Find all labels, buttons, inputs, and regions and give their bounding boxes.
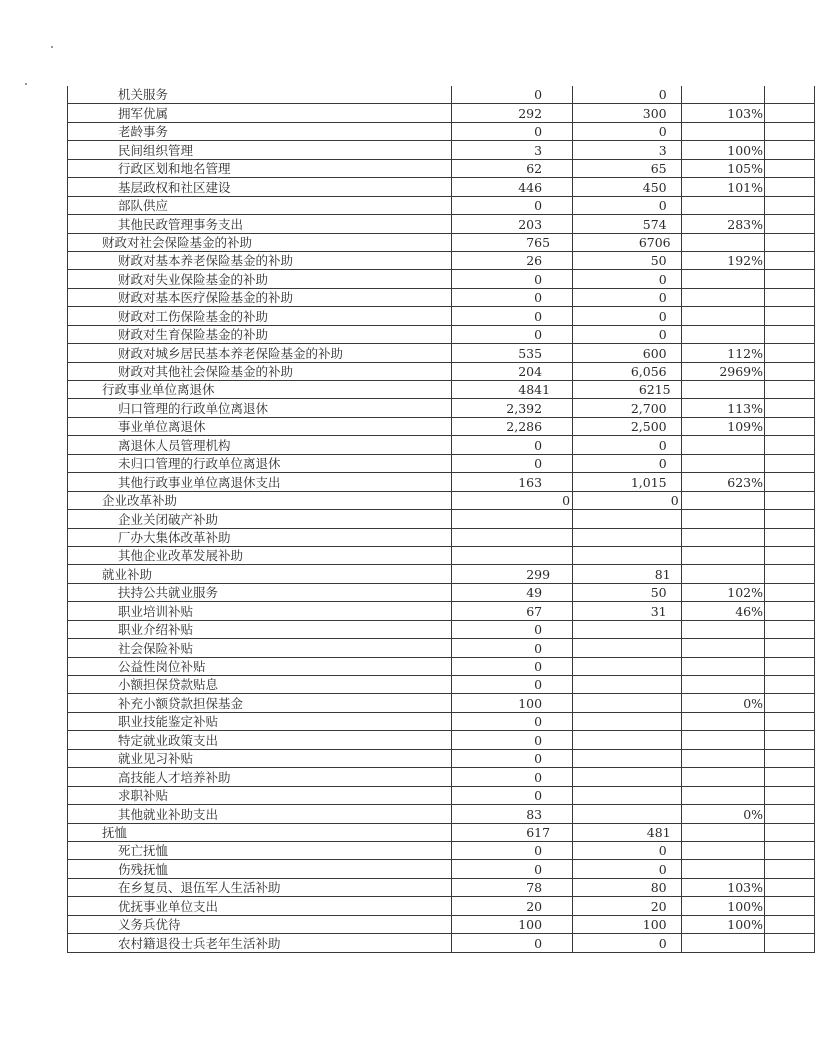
scan-speck — [51, 46, 53, 48]
value-blank — [765, 178, 815, 196]
value-blank — [765, 657, 815, 675]
value-current: 6215 — [573, 381, 682, 399]
item-name: 拥军优属 — [68, 104, 452, 122]
value-percent — [681, 823, 764, 841]
value-current: 0 — [573, 270, 682, 288]
table-row — [68, 454, 815, 472]
value-prior: 0 — [452, 768, 573, 786]
value-blank — [765, 694, 815, 712]
value-blank — [765, 510, 815, 528]
item-name: 部队供应 — [68, 196, 452, 214]
value-current: 20 — [573, 897, 682, 915]
table-row — [68, 215, 815, 233]
table-row — [68, 602, 815, 620]
table-row — [68, 233, 815, 251]
value-percent — [681, 288, 764, 306]
value-percent — [681, 528, 764, 546]
table-row — [68, 878, 815, 896]
item-name: 财政对基本养老保险基金的补助 — [68, 251, 452, 269]
value-percent: 101% — [681, 178, 764, 196]
scan-speck — [25, 83, 27, 85]
value-percent — [681, 731, 764, 749]
value-current: 80 — [573, 878, 682, 896]
value-current — [573, 805, 682, 823]
value-prior: 765 — [452, 233, 573, 251]
value-current — [573, 528, 682, 546]
item-name: 补充小额贷款担保基金 — [68, 694, 452, 712]
value-blank — [765, 583, 815, 601]
item-name: 职业介绍补贴 — [68, 620, 452, 638]
value-percent: 105% — [681, 159, 764, 177]
value-percent — [681, 454, 764, 472]
item-name: 特定就业政策支出 — [68, 731, 452, 749]
table-row — [68, 362, 815, 380]
value-blank — [765, 104, 815, 122]
value-percent: 623% — [681, 473, 764, 491]
value-percent: 103% — [681, 104, 764, 122]
value-current: 0 — [573, 454, 682, 472]
item-name: 企业关闭破产补助 — [68, 510, 452, 528]
value-current: 0 — [573, 436, 682, 454]
value-prior — [452, 510, 573, 528]
item-name: 优抚事业单位支出 — [68, 897, 452, 915]
value-current: 2,700 — [573, 399, 682, 417]
value-percent: 112% — [681, 344, 764, 362]
table-row — [68, 749, 815, 767]
value-current: 0 — [573, 934, 682, 952]
table-row — [68, 731, 815, 749]
value-prior: 62 — [452, 159, 573, 177]
item-name: 民间组织管理 — [68, 141, 452, 159]
item-name: 财政对生育保险基金的补助 — [68, 325, 452, 343]
value-percent: 192% — [681, 251, 764, 269]
table-row — [68, 694, 815, 712]
value-percent — [681, 934, 764, 952]
value-current: 600 — [573, 344, 682, 362]
value-blank — [765, 454, 815, 472]
value-blank — [765, 473, 815, 491]
value-prior: 203 — [452, 215, 573, 233]
value-blank — [765, 251, 815, 269]
item-name: 其他企业改革发展补助 — [68, 546, 452, 564]
table-row — [68, 620, 815, 638]
value-prior: 0 — [452, 676, 573, 694]
value-current: 481 — [573, 823, 682, 841]
value-blank — [765, 676, 815, 694]
item-name: 离退休人员管理机构 — [68, 436, 452, 454]
value-current: 6706 — [573, 233, 682, 251]
value-percent — [681, 233, 764, 251]
table-row — [68, 270, 815, 288]
table-row — [68, 122, 815, 140]
table-row — [68, 510, 815, 528]
table-row — [68, 307, 815, 325]
value-percent — [681, 307, 764, 325]
value-percent: 103% — [681, 878, 764, 896]
value-current: 3 — [573, 141, 682, 159]
value-blank — [765, 546, 815, 564]
value-blank — [765, 141, 815, 159]
value-percent: 2969% — [681, 362, 764, 380]
value-percent — [681, 436, 764, 454]
value-percent: 100% — [681, 141, 764, 159]
item-name: 死亡抚恤 — [68, 841, 452, 859]
item-name: 厂办大集体改革补助 — [68, 528, 452, 546]
value-prior: 49 — [452, 583, 573, 601]
item-name: 职业培训补贴 — [68, 602, 452, 620]
table-row — [68, 805, 815, 823]
value-blank — [765, 288, 815, 306]
value-prior: 0 — [452, 436, 573, 454]
table-row — [68, 159, 815, 177]
value-percent — [681, 676, 764, 694]
table-row — [68, 860, 815, 878]
value-prior: 20 — [452, 897, 573, 915]
item-name: 企业改革补助 — [68, 491, 452, 509]
value-blank — [765, 805, 815, 823]
item-name: 在乡复员、退伍军人生活补助 — [68, 878, 452, 896]
value-prior: 78 — [452, 878, 573, 896]
value-percent — [681, 381, 764, 399]
table-row — [68, 473, 815, 491]
value-blank — [765, 528, 815, 546]
value-blank — [765, 602, 815, 620]
value-percent — [681, 86, 764, 104]
value-blank — [765, 417, 815, 435]
value-percent — [681, 749, 764, 767]
value-blank — [765, 897, 815, 915]
value-percent — [681, 196, 764, 214]
item-name: 行政事业单位离退休 — [68, 381, 452, 399]
value-prior: 26 — [452, 251, 573, 269]
value-prior: 0 — [452, 491, 573, 509]
value-percent — [681, 786, 764, 804]
item-name: 其他就业补助支出 — [68, 805, 452, 823]
item-name: 财政对社会保险基金的补助 — [68, 233, 452, 251]
table-row — [68, 325, 815, 343]
value-current — [573, 712, 682, 730]
value-prior: 83 — [452, 805, 573, 823]
value-blank — [765, 841, 815, 859]
table-row — [68, 934, 815, 952]
item-name: 就业补助 — [68, 565, 452, 583]
budget-table — [67, 86, 815, 953]
table-row — [68, 823, 815, 841]
item-name: 扶持公共就业服务 — [68, 583, 452, 601]
value-percent: 102% — [681, 583, 764, 601]
value-prior: 0 — [452, 712, 573, 730]
item-name: 抚恤 — [68, 823, 452, 841]
value-blank — [765, 86, 815, 104]
table-row — [68, 528, 815, 546]
value-blank — [765, 399, 815, 417]
item-name: 其他行政事业单位离退休支出 — [68, 473, 452, 491]
value-blank — [765, 878, 815, 896]
value-prior: 0 — [452, 86, 573, 104]
value-prior — [452, 528, 573, 546]
table-row — [68, 417, 815, 435]
value-prior: 0 — [452, 620, 573, 638]
value-prior: 535 — [452, 344, 573, 362]
value-percent: 100% — [681, 915, 764, 933]
table-row — [68, 712, 815, 730]
value-percent — [681, 712, 764, 730]
table-row — [68, 841, 815, 859]
value-blank — [765, 381, 815, 399]
value-current — [573, 639, 682, 657]
value-blank — [765, 786, 815, 804]
value-current: 81 — [573, 565, 682, 583]
value-percent: 100% — [681, 897, 764, 915]
value-current — [573, 676, 682, 694]
value-percent — [681, 325, 764, 343]
table-row — [68, 344, 815, 362]
item-name: 其他民政管理事务支出 — [68, 215, 452, 233]
value-current: 100 — [573, 915, 682, 933]
value-percent — [681, 565, 764, 583]
value-prior: 299 — [452, 565, 573, 583]
table-row — [68, 381, 815, 399]
value-current: 2,500 — [573, 417, 682, 435]
table-row — [68, 399, 815, 417]
value-current: 50 — [573, 583, 682, 601]
table-row — [68, 915, 815, 933]
value-prior: 617 — [452, 823, 573, 841]
table-row — [68, 491, 815, 509]
value-current: 0 — [573, 288, 682, 306]
value-percent — [681, 491, 764, 509]
value-blank — [765, 233, 815, 251]
value-prior: 0 — [452, 639, 573, 657]
item-name: 公益性岗位补贴 — [68, 657, 452, 675]
value-prior: 0 — [452, 657, 573, 675]
value-current: 0 — [573, 86, 682, 104]
value-blank — [765, 915, 815, 933]
value-percent — [681, 657, 764, 675]
table-row — [68, 786, 815, 804]
value-current — [573, 694, 682, 712]
value-current: 300 — [573, 104, 682, 122]
table-row — [68, 104, 815, 122]
value-prior: 0 — [452, 786, 573, 804]
value-current: 6,056 — [573, 362, 682, 380]
item-name: 财政对失业保险基金的补助 — [68, 270, 452, 288]
table-row — [68, 639, 815, 657]
value-prior: 2,392 — [452, 399, 573, 417]
value-blank — [765, 712, 815, 730]
value-percent: 113% — [681, 399, 764, 417]
value-blank — [765, 934, 815, 952]
value-percent: 283% — [681, 215, 764, 233]
item-name: 就业见习补贴 — [68, 749, 452, 767]
value-prior: 0 — [452, 325, 573, 343]
value-prior: 0 — [452, 731, 573, 749]
value-percent — [681, 768, 764, 786]
value-current — [573, 786, 682, 804]
value-prior: 0 — [452, 288, 573, 306]
value-percent: 0% — [681, 805, 764, 823]
value-prior: 0 — [452, 122, 573, 140]
value-current: 0 — [573, 325, 682, 343]
value-prior: 0 — [452, 270, 573, 288]
value-current — [573, 657, 682, 675]
value-blank — [765, 215, 815, 233]
value-blank — [765, 491, 815, 509]
item-name: 事业单位离退休 — [68, 417, 452, 435]
item-name: 归口管理的行政单位离退休 — [68, 399, 452, 417]
value-percent — [681, 841, 764, 859]
value-blank — [765, 159, 815, 177]
value-prior: 2,286 — [452, 417, 573, 435]
value-prior: 67 — [452, 602, 573, 620]
value-prior: 3 — [452, 141, 573, 159]
value-prior: 0 — [452, 860, 573, 878]
value-percent — [681, 270, 764, 288]
item-name: 老龄事务 — [68, 122, 452, 140]
value-prior: 446 — [452, 178, 573, 196]
item-name: 高技能人才培养补助 — [68, 768, 452, 786]
value-blank — [765, 620, 815, 638]
value-current — [573, 731, 682, 749]
value-blank — [765, 768, 815, 786]
value-percent — [681, 620, 764, 638]
item-name: 职业技能鉴定补贴 — [68, 712, 452, 730]
value-percent — [681, 860, 764, 878]
table-row — [68, 768, 815, 786]
value-prior — [452, 546, 573, 564]
value-blank — [765, 436, 815, 454]
table-row — [68, 897, 815, 915]
table-row — [68, 251, 815, 269]
value-prior: 0 — [452, 196, 573, 214]
item-name: 社会保险补贴 — [68, 639, 452, 657]
value-blank — [765, 270, 815, 288]
table-row — [68, 676, 815, 694]
value-blank — [765, 196, 815, 214]
value-blank — [765, 823, 815, 841]
item-name: 小额担保贷款贴息 — [68, 676, 452, 694]
value-prior: 204 — [452, 362, 573, 380]
value-blank — [765, 860, 815, 878]
value-current: 574 — [573, 215, 682, 233]
value-current: 1,015 — [573, 473, 682, 491]
budget-table-body — [68, 86, 815, 952]
item-name: 伤残抚恤 — [68, 860, 452, 878]
table-row — [68, 657, 815, 675]
value-current — [573, 546, 682, 564]
item-name: 农村籍退役士兵老年生活补助 — [68, 934, 452, 952]
item-name: 行政区划和地名管理 — [68, 159, 452, 177]
item-name: 财政对城乡居民基本养老保险基金的补助 — [68, 344, 452, 362]
value-blank — [765, 122, 815, 140]
value-prior: 4841 — [452, 381, 573, 399]
value-current: 0 — [573, 307, 682, 325]
value-percent — [681, 122, 764, 140]
value-current: 0 — [573, 196, 682, 214]
table-row — [68, 565, 815, 583]
table-row — [68, 288, 815, 306]
item-name: 财政对其他社会保险基金的补助 — [68, 362, 452, 380]
table-row — [68, 86, 815, 104]
value-prior: 0 — [452, 934, 573, 952]
item-name: 机关服务 — [68, 86, 452, 104]
value-blank — [765, 325, 815, 343]
item-name: 财政对基本医疗保险基金的补助 — [68, 288, 452, 306]
value-current — [573, 510, 682, 528]
value-current — [573, 620, 682, 638]
item-name: 求职补贴 — [68, 786, 452, 804]
value-blank — [765, 344, 815, 362]
value-current: 50 — [573, 251, 682, 269]
value-blank — [765, 565, 815, 583]
value-current: 31 — [573, 602, 682, 620]
value-current — [573, 768, 682, 786]
value-percent — [681, 510, 764, 528]
value-current: 0 — [573, 122, 682, 140]
value-prior: 0 — [452, 749, 573, 767]
value-percent: 109% — [681, 417, 764, 435]
value-prior: 0 — [452, 307, 573, 325]
value-blank — [765, 731, 815, 749]
value-blank — [765, 362, 815, 380]
value-blank — [765, 639, 815, 657]
item-name: 未归口管理的行政单位离退休 — [68, 454, 452, 472]
value-blank — [765, 307, 815, 325]
item-name: 财政对工伤保险基金的补助 — [68, 307, 452, 325]
value-prior: 292 — [452, 104, 573, 122]
item-name: 基层政权和社区建设 — [68, 178, 452, 196]
item-name: 义务兵优待 — [68, 915, 452, 933]
value-prior: 0 — [452, 454, 573, 472]
value-prior: 163 — [452, 473, 573, 491]
value-current: 450 — [573, 178, 682, 196]
value-current: 0 — [573, 860, 682, 878]
value-current — [573, 749, 682, 767]
table-row — [68, 546, 815, 564]
value-prior: 100 — [452, 915, 573, 933]
value-current: 0 — [573, 841, 682, 859]
value-blank — [765, 749, 815, 767]
table-row — [68, 178, 815, 196]
table-row — [68, 583, 815, 601]
value-percent — [681, 639, 764, 657]
table-row — [68, 436, 815, 454]
value-percent: 46% — [681, 602, 764, 620]
table-row — [68, 196, 815, 214]
value-current: 0 — [573, 491, 682, 509]
value-current: 65 — [573, 159, 682, 177]
value-prior: 0 — [452, 841, 573, 859]
value-percent: 0% — [681, 694, 764, 712]
table-row — [68, 141, 815, 159]
value-percent — [681, 546, 764, 564]
value-prior: 100 — [452, 694, 573, 712]
